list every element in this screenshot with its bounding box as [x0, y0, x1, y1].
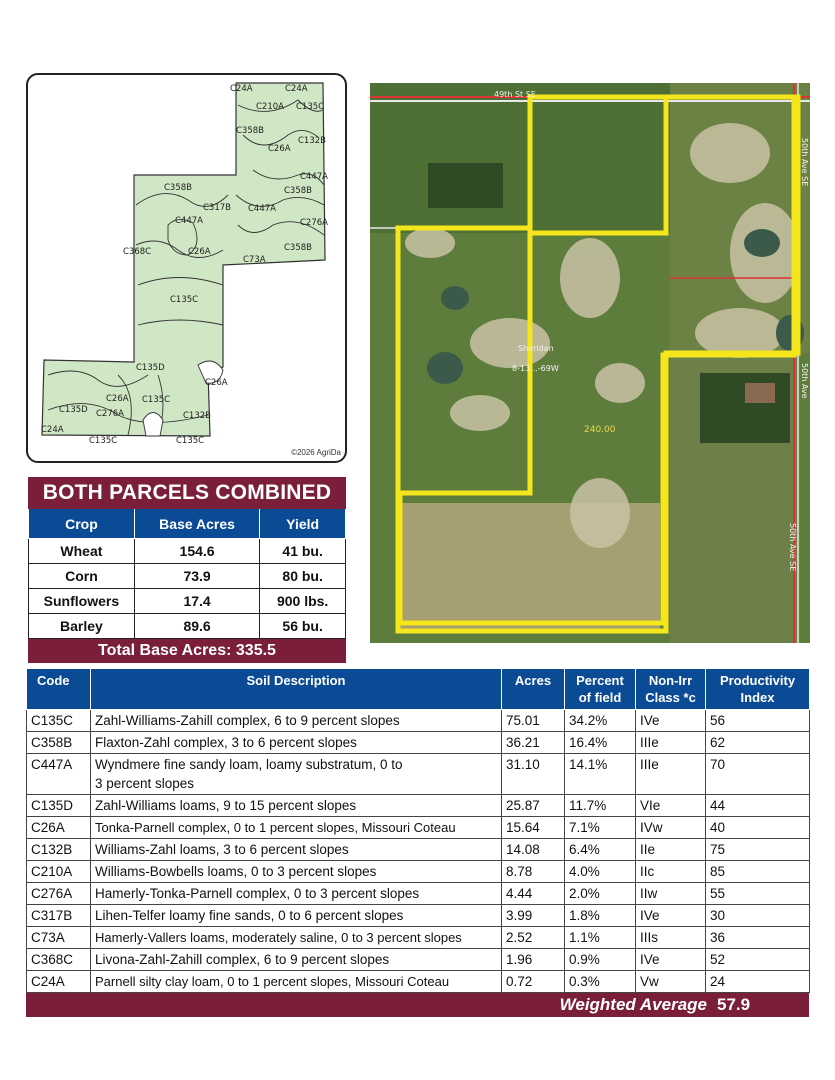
percent-header-line1: Percent: [576, 673, 624, 688]
class-header-line1: Non-Irr: [648, 673, 693, 688]
soil-acres: 8.78: [502, 861, 565, 883]
map-label: C358B: [236, 126, 264, 136]
road-label-right-bottom: 50th Ave SE: [788, 523, 797, 572]
map-label: C135C: [170, 295, 199, 305]
crop-yield: 41 bu.: [260, 539, 346, 564]
crop-header: Crop: [29, 509, 135, 539]
aerial-photo: [370, 83, 810, 643]
soil-row: [27, 817, 810, 839]
crop-row: [29, 614, 346, 639]
soil-percent: 1.1%: [565, 927, 636, 949]
crop-row: [29, 589, 346, 614]
soil-row: [27, 927, 810, 949]
soil-map: [26, 73, 347, 463]
soil-row: [27, 949, 810, 971]
crop-summary: [28, 477, 346, 663]
soil-percent: 6.4%: [565, 839, 636, 861]
soil-acres: 3.99: [502, 905, 565, 927]
map-label: C276A: [96, 409, 124, 419]
total-base-acres: [28, 639, 346, 663]
percent-header-line2: of field: [578, 690, 622, 705]
weighted-average-value: 57.9: [717, 995, 751, 1014]
soil-percent: 0.9%: [565, 949, 636, 971]
soil-percent: 11.7%: [565, 795, 636, 817]
soil-code: C210A: [27, 861, 91, 883]
crop-table: [28, 509, 346, 639]
crop-name: Wheat: [29, 539, 135, 564]
soil-code: C358B: [27, 732, 91, 754]
soil-table-header: [27, 669, 810, 710]
soil-productivity: 85: [706, 861, 810, 883]
map-label: C358B: [284, 243, 312, 253]
soil-description: Flaxton-Zahl complex, 3 to 6 percent slopes: [91, 732, 502, 754]
soil-code: C132B: [27, 839, 91, 861]
soil-description: Williams-Bowbells loams, 0 to 3 percent slopes: [91, 861, 502, 883]
productivity-header-line2: Index: [740, 690, 775, 705]
soil-class: VIe: [636, 795, 706, 817]
map-label: C135C: [296, 102, 325, 112]
map-label: C135D: [59, 405, 88, 415]
map-label: C135C: [176, 436, 205, 446]
total-base-acres-value: 335.5: [235, 642, 276, 659]
soil-row: [27, 732, 810, 754]
map-label: C368C: [123, 247, 152, 257]
map-label: C358B: [284, 186, 312, 196]
class-header: [636, 669, 706, 710]
soil-class: IIw: [636, 883, 706, 905]
soil-productivity: 56: [706, 710, 810, 732]
map-label: C135C: [89, 436, 118, 446]
soil-code: C26A: [27, 817, 91, 839]
soil-productivity: 36: [706, 927, 810, 949]
soil-productivity: 40: [706, 817, 810, 839]
soil-description: Tonka-Parnell complex, 0 to 1 percent slopes, Missouri Coteau: [91, 817, 502, 839]
crop-yield: 900 lbs.: [260, 589, 346, 614]
base-acres-header: Base Acres: [134, 509, 259, 539]
soil-code: C73A: [27, 927, 91, 949]
soil-acres: 36.21: [502, 732, 565, 754]
road-label-right-mid: 50th Ave: [800, 363, 809, 399]
crop-name: Sunflowers: [29, 589, 135, 614]
road-label-top: 49th St SE: [494, 90, 536, 99]
soil-percent: 14.1%: [565, 754, 636, 795]
map-label: C26A: [106, 394, 129, 404]
soil-code: C276A: [27, 883, 91, 905]
map-label: C358B: [164, 183, 192, 193]
section-label-1: Sheridan: [518, 344, 554, 353]
productivity-header-line1: Productivity: [719, 673, 796, 688]
acres-header: Acres: [502, 669, 565, 710]
weighted-average-label: Weighted Average: [559, 995, 707, 1014]
soil-productivity: 55: [706, 883, 810, 905]
crop-name: Corn: [29, 564, 135, 589]
map-label: C317B: [203, 203, 231, 213]
soil-row: [27, 795, 810, 817]
soil-acres: 15.64: [502, 817, 565, 839]
soil-productivity: 52: [706, 949, 810, 971]
soil-productivity: 75: [706, 839, 810, 861]
map-label: C26A: [268, 144, 291, 154]
aerial-drawing: [370, 83, 810, 643]
soil-productivity: 24: [706, 971, 810, 993]
soil-percent: 16.4%: [565, 732, 636, 754]
soil-productivity: 30: [706, 905, 810, 927]
soil-class: IIIe: [636, 732, 706, 754]
soil-row: [27, 839, 810, 861]
map-label: C135C: [142, 395, 171, 405]
soil-code: C135C: [27, 710, 91, 732]
soil-percent: 1.8%: [565, 905, 636, 927]
soil-class: IIe: [636, 839, 706, 861]
crop-acres: 89.6: [134, 614, 259, 639]
soil-row: [27, 905, 810, 927]
soil-description: Williams-Zahl loams, 3 to 6 percent slopes: [91, 839, 502, 861]
productivity-header: [706, 669, 810, 710]
crop-yield: 56 bu.: [260, 614, 346, 639]
soil-class: Vw: [636, 971, 706, 993]
map-label: C210A: [256, 102, 284, 112]
soil-acres: 31.10: [502, 754, 565, 795]
soil-description: Hamerly-Vallers loams, moderately saline, 0 to 3 percent slopes: [91, 927, 502, 949]
soil-productivity: 70: [706, 754, 810, 795]
soil-acres: 4.44: [502, 883, 565, 905]
map-label: C24A: [41, 425, 64, 435]
crop-acres: 73.9: [134, 564, 259, 589]
soil-class: IVe: [636, 949, 706, 971]
soil-code: C447A: [27, 754, 91, 795]
soil-class: IVe: [636, 905, 706, 927]
description-header: Soil Description: [91, 669, 502, 710]
road-label-right-top: 50th Ave SE: [800, 138, 809, 187]
soil-description: Livona-Zahl-Zahill complex, 6 to 9 percent slopes: [91, 949, 502, 971]
map-label: C24A: [285, 84, 308, 94]
soil-percent: 7.1%: [565, 817, 636, 839]
soil-description: Parnell silty clay loam, 0 to 1 percent slopes, Missouri Coteau: [91, 971, 502, 993]
soil-code: C135D: [27, 795, 91, 817]
map-label: C447A: [175, 216, 203, 226]
crop-yield: 80 bu.: [260, 564, 346, 589]
percent-header: [565, 669, 636, 710]
soil-class: IIIs: [636, 927, 706, 949]
soil-description: Zahl-Williams loams, 9 to 15 percent slopes: [91, 795, 502, 817]
soil-acres: 14.08: [502, 839, 565, 861]
soil-percent: 0.3%: [565, 971, 636, 993]
soil-description: Wyndmere fine sandy loam, loamy substratum, 0 to 3 percent slopes: [91, 754, 502, 795]
soil-percent: 34.2%: [565, 710, 636, 732]
map-label: C135D: [136, 363, 165, 373]
soil-row: [27, 971, 810, 993]
soil-description: Zahl-Williams-Zahill complex, 6 to 9 percent slopes: [91, 710, 502, 732]
map-label: C26A: [205, 378, 228, 388]
crop-acres: 154.6: [134, 539, 259, 564]
class-header-line2: Class *c: [645, 690, 696, 705]
soil-description: Lihen-Telfer loamy fine sands, 0 to 6 percent slopes: [91, 905, 502, 927]
crop-row: [29, 539, 346, 564]
soil-acres: 25.87: [502, 795, 565, 817]
map-copyright: ©2026 AgriDa: [291, 448, 341, 457]
crop-row: [29, 564, 346, 589]
acres-label: 240.00: [584, 425, 616, 435]
soil-code: C368C: [27, 949, 91, 971]
yield-header: Yield: [260, 509, 346, 539]
total-base-acres-label: Total Base Acres:: [98, 642, 232, 659]
soil-productivity: 62: [706, 732, 810, 754]
section-label-2: 8-13...-69W: [512, 364, 559, 373]
soil-description: Hamerly-Tonka-Parnell complex, 0 to 3 percent slopes: [91, 883, 502, 905]
soil-percent: 4.0%: [565, 861, 636, 883]
code-header: Code: [27, 669, 91, 710]
soil-table: [26, 668, 810, 993]
soil-acres: 0.72: [502, 971, 565, 993]
soil-code: C24A: [27, 971, 91, 993]
map-label: C73A: [243, 255, 266, 265]
crop-summary-title: BOTH PARCELS COMBINED: [28, 477, 346, 509]
soil-acres: 75.01: [502, 710, 565, 732]
crop-name: Barley: [29, 614, 135, 639]
crop-acres: 17.4: [134, 589, 259, 614]
soil-class: IIIe: [636, 754, 706, 795]
soil-code: C317B: [27, 905, 91, 927]
soil-acres: 1.96: [502, 949, 565, 971]
map-label: C132B: [298, 136, 326, 146]
map-label: C26A: [188, 247, 211, 257]
soil-map-drawing: [28, 75, 347, 463]
map-label: C24A: [230, 84, 253, 94]
soil-table-section: [26, 668, 809, 1017]
map-label: C132B: [183, 411, 211, 421]
soil-row: [27, 710, 810, 732]
soil-class: IVe: [636, 710, 706, 732]
soil-percent: 2.0%: [565, 883, 636, 905]
soil-row: [27, 883, 810, 905]
soil-acres: 2.52: [502, 927, 565, 949]
weighted-average-bar: [26, 993, 809, 1017]
map-label: C447A: [300, 172, 328, 182]
soil-row: [27, 861, 810, 883]
soil-class: IIc: [636, 861, 706, 883]
soil-row: [27, 754, 810, 795]
soil-productivity: 44: [706, 795, 810, 817]
map-label: C276A: [300, 218, 328, 228]
crop-table-header: [29, 509, 346, 539]
map-label: C447A: [248, 204, 276, 214]
soil-class: IVw: [636, 817, 706, 839]
